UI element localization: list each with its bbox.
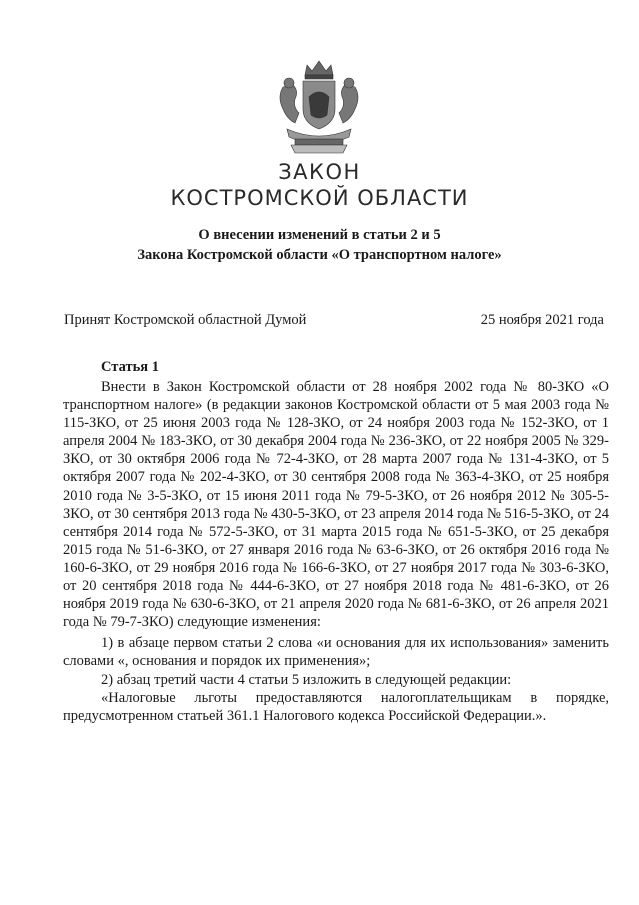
law-title: ЗАКОН (278, 160, 361, 184)
law-subtitle-line1: О внесении изменений в статьи 2 и 5 (198, 227, 441, 243)
amendment-item-1: 1) в абзаце первом статьи 2 слова «и основания для их использования» заменить словами «, основания и порядок их применения»; (63, 635, 609, 670)
coat-of-arms-emblem (271, 57, 367, 157)
adoption-date: 25 ноября 2021 года (480, 312, 604, 328)
amendment-quote: «Налоговые льготы предоставляются налогоплательщикам в порядке, предусмотренном статьей 361.1 Налогового кодекса Российской Федерации.». (63, 689, 609, 724)
article-body (63, 378, 609, 725)
amendment-item-2: 2) абзац третий части 4 статьи 5 изложить в следующей редакции: (101, 671, 512, 688)
article-intro-paragraph: Внести в Закон Костромской области от 28 ноября 2002 года № 80-ЗКО «О транспортном налоге» (в редакции законов Костромской области от 5 мая 2003 года № 115-ЗКО, от 25 июня 2003 года № 128-ЗКО, от 24 ноября 2003 года № 152-ЗКО, от 1 апреля 2004 № 183-ЗКО, от 30 декабря 2004 года № 236-ЗКО, от 22 ноября 2005 № 329-ЗКО, от 30 октября 2006 года № 72-4-ЗКО, от 28 марта 2007 года № 131-4-ЗКО, от 5 октября 2007 года № 202-4-ЗКО, от 30 сентября 2008 года № 363-4-ЗКО, от 25 ноября 2010 года № 3-5-ЗКО, от 15 июня 2011 года № 79-5-ЗКО, от 26 ноября 2012 № 305-5-ЗКО, от 30 сентября 2013 года № 430-5-ЗКО, от 23 апреля 2014 года № 516-5-ЗКО, от 24 сентября 2014 года № 572-5-ЗКО, от 31 марта 2015 года № 651-5-ЗКО, от 25 декабря 2015 года № 51-6-ЗКО, от 27 января 2016 года № 63-6-ЗКО, от 26 октября 2016 года № 160-6-ЗКО, от 29 ноября 2016 года № 166-6-ЗКО, от 27 ноября 2017 года № 303-6-ЗКО, от 20 сентября 2018 года № 444-6-ЗКО, от 27 ноября 2018 года № 481-6-ЗКО, от 26 ноября 2019 года № 630-6-ЗКО, от 21 апреля 2020 года № 681-6-ЗКО, от 26 апреля 2021 года № 79-7-ЗКО) следующие изменения: (63, 379, 609, 631)
adopted-by: Принят Костромской областной Думой (64, 312, 307, 328)
law-region-title: КОСТРОМСКОЙ ОБЛАСТИ (170, 186, 469, 210)
law-subtitle-line2: Закона Костромской области «О транспортном налоге» (137, 247, 502, 263)
article-title: Статья 1 (101, 359, 159, 375)
